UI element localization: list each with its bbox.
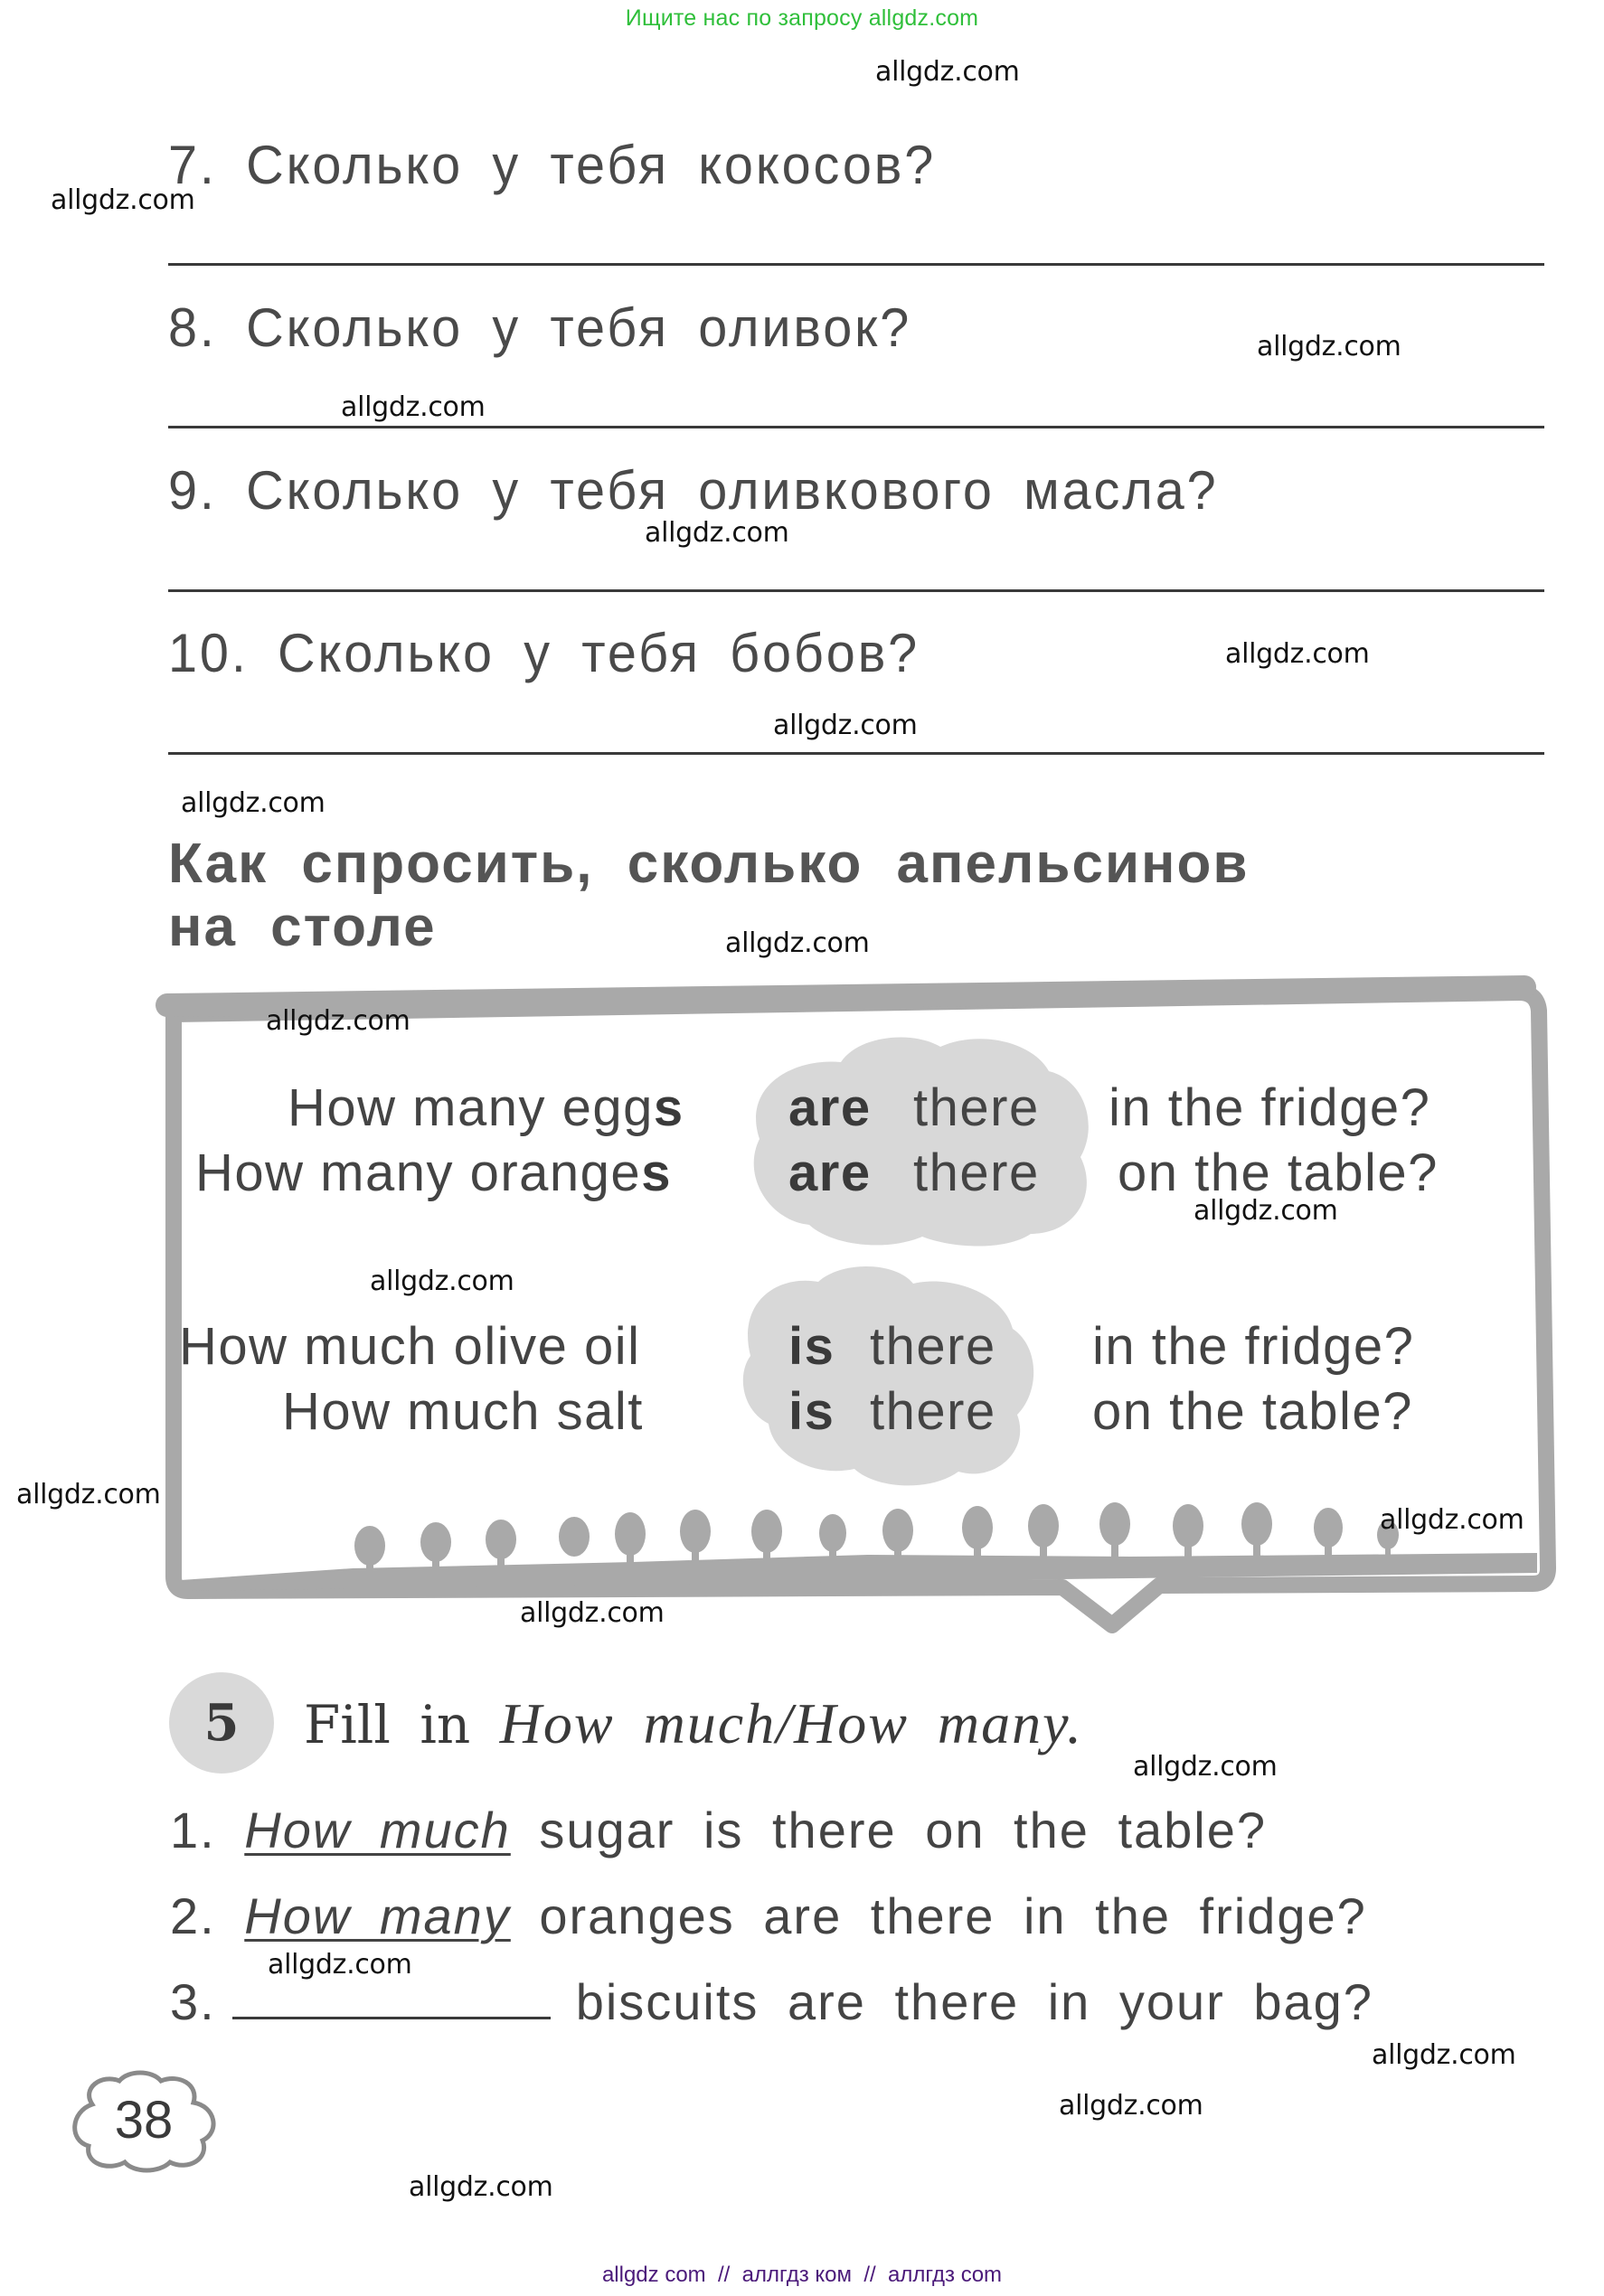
watermark: allgdz.com [520, 1597, 665, 1629]
row-place: in the fridge? [1092, 1317, 1415, 1376]
question-text: Сколько у тебя бобов? [278, 623, 920, 683]
question-number: 7. [168, 135, 217, 195]
question-number: 9. [168, 460, 217, 521]
watermark: allgdz.com [1257, 331, 1401, 362]
question-number: 10. [168, 623, 249, 683]
section-heading-line2: на столе [168, 896, 437, 958]
watermark: allgdz.com [16, 1479, 161, 1510]
page-number: 38 [114, 2091, 174, 2150]
question-text: Сколько у тебя оливок? [246, 297, 912, 358]
row-verb: are [788, 1143, 872, 1202]
watermark: allgdz.com [370, 1266, 514, 1297]
exercise-number: 5 [203, 1693, 240, 1753]
section-heading-line1: Как спросить, сколько апельсинов [168, 833, 1250, 895]
question-text: Сколько у тебя кокосов? [246, 135, 937, 195]
watermark: allgdz.com [1380, 1504, 1524, 1536]
grammar-row-4 [0, 1381, 1604, 1444]
row-there: there [870, 1317, 996, 1376]
watermark: allgdz.com [266, 1005, 410, 1037]
row-there: there [870, 1382, 996, 1441]
row-verb: is [788, 1382, 835, 1441]
exercise-instruction: Fill in How much/How many. [304, 1691, 1083, 1755]
search-banner[interactable]: Ищите нас по запросу allgdz.com [625, 5, 979, 31]
watermark: allgdz.com [341, 391, 486, 423]
watermark: allgdz.com [1194, 1195, 1338, 1227]
row-place: on the table? [1092, 1382, 1413, 1441]
watermark: allgdz.com [268, 1949, 412, 1981]
watermark: allgdz.com [725, 927, 870, 959]
watermark: allgdz.com [51, 184, 195, 216]
row-subject: How much olive oil [179, 1317, 641, 1376]
footer-links[interactable]: allgdz com // аллгдз ком // аллгдз com [601, 2263, 1003, 2287]
watermark: allgdz.com [875, 56, 1020, 88]
row-there: there [913, 1143, 1040, 1202]
watermark: allgdz.com [181, 787, 326, 819]
row-subject: How many oranges [195, 1143, 672, 1202]
row-subject: How many eggs [288, 1078, 684, 1137]
row-verb: are [788, 1078, 872, 1137]
watermark: allgdz.com [1225, 638, 1370, 670]
question-text: Сколько у тебя оливкового масла? [246, 460, 1219, 521]
watermark: allgdz.com [1372, 2039, 1516, 2071]
row-verb: is [788, 1317, 835, 1376]
grammar-row-3 [0, 1316, 1604, 1379]
exercise-item-3: 3. biscuits are there in your bag? [170, 1973, 1373, 2030]
answer-filled[interactable]: How many [244, 1887, 511, 1944]
grammar-row-1 [0, 1077, 1604, 1141]
watermark: allgdz.com [645, 517, 789, 549]
row-place: on the table? [1118, 1143, 1439, 1202]
grammar-row-2 [0, 1143, 1604, 1206]
watermark: allgdz.com [1059, 2090, 1203, 2122]
answer-filled[interactable]: How much [244, 1802, 511, 1858]
watermark: allgdz.com [773, 710, 918, 741]
row-subject: How much salt [282, 1382, 644, 1441]
answer-blank[interactable] [232, 2017, 551, 2019]
row-there: there [913, 1078, 1040, 1137]
watermark: allgdz.com [409, 2171, 553, 2203]
question-number: 8. [168, 297, 217, 358]
exercise-item-1: 1. How much sugar is there on the table? [170, 1802, 1268, 1858]
exercise-item-2: 2. How many oranges are there in the fridge? [170, 1887, 1367, 1944]
watermark: allgdz.com [1133, 1751, 1278, 1783]
row-place: in the fridge? [1109, 1078, 1431, 1137]
